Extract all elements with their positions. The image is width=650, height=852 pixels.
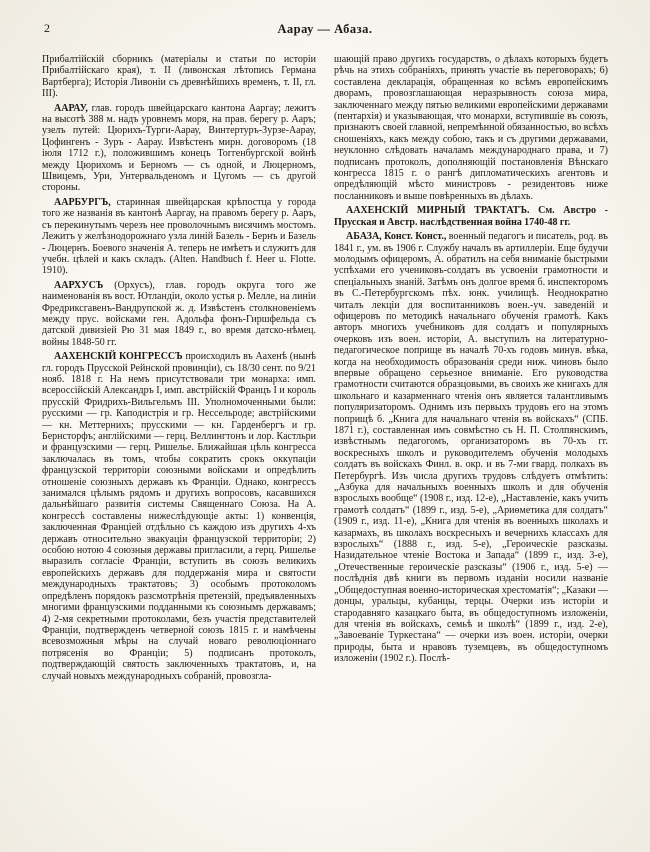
encyclopedia-entry [42,103,316,194]
running-title: Аарау — Абаза. [277,22,373,36]
encyclopedia-entry [42,351,316,682]
continuation-paragraph [42,54,316,100]
entry-text: глав. городъ швейцарскаго кантона Ааргау; лежитъ на высотѣ 388 м. надъ уровнемъ моря, на прав. берегу р. Ааръ; узелъ путей: Цюрихъ-Турги-Аарау, Винтертуръ-Зурзе-Аарау, Цофингенъ - Зуръ - Аарау. Извѣстенъ мирн. договоромъ (18 іюля 1712 г.), положившимъ конецъ Тоггенбургской войнѣ между Цюрихомъ и Берномъ — съ одной, и Люцерномъ, Швицемъ, Ури, Унтервальденомъ и Цугомъ — съ другой стороны. [42,102,316,194]
encyclopedia-entry [42,197,316,277]
encyclopedia-entry [334,205,608,228]
entry-headword: ААХЕНСКІЙ МИРНЫЙ ТРАКТАТЪ. [346,205,539,217]
entry-text: военный педагогъ и писатель, род. въ 1841 г., ум. въ 1906 г. Службу началъ въ артиллеріи. Еще будучи молодымъ офицеромъ, А. обратилъ на себя вниманіе быстрыми успѣхами его учениковъ-солдатъ въ усвоеніи грамотности и спеціальныхъ знаній. Затѣмъ онъ долгое время б. инспекторомъ въ С.-Петербургскомъ пѣх. юнк. училищѣ. Неоднократно читалъ лекціи для воспитанниковъ воен.-уч. заведеній и офицеровъ по методикѣ начальнаго обученія грамотѣ. Какъ авторъ многихъ учебниковъ для солдатъ и популярныхъ очерковъ изъ воен. исторіи, А. выступилъ на литературно-педагогическое поприще въ началѣ 70-хъ годовъ минув. вѣка, когда на необходимость образованія среди ниж. чиновъ было впервые обращено серьезное вниманіе. Его руководства грамотности считаются образцовыми, въ своихъ же книгахъ для школьнаго и казарменнаго чтенія онъ является талантливымъ популяризаторомъ. Однимъ изъ первыхъ трудовъ его на этомъ поприщѣ б. „Книга для начальнаго чтенія въ войскахъ“ (СПБ. 1871 г.), составленная имъ совмѣстно съ Н. П. Столпянскимъ, извѣстнымъ педагогомъ, организаторомъ въ 70-хъ гг. воскресныхъ школъ и руководителемъ обученія молодыхъ солдатъ въ войскахъ Финл. в. окр. и въ 7-ми гвард. полкахъ въ Петербургѣ. Изъ числа другихъ трудовъ слѣдуетъ отмѣтить: „Азбука для начальныхъ военныхъ школъ и для обученія взрослыхъ вообще“ (1908 г., изд. 12-е), „Наставленіе, какъ учить грамотѣ солдатъ“ (1899 г., изд. 5-е), „Ариѳметика для солдатъ“ (1909 г., изд. 11-е), „Книга для чтенія въ военныхъ школахъ и казармахъ, въ школахъ воскресныхъ и вечернихъ классахъ для взрослыхъ“ (1888 г., изд. 5-е), „Героическіе разсказы. Назидательное чтеніе Востока и Запада“ (1899 г., изд. 3-е), „Отечественные героическіе разсказы“ (1906 г., изд. 5-е) — послѣднія двѣ книги въ первомъ изданіи носили названіе „Общедоступная военно-историческая хрестоматія“; „Казаки — донцы, уральцы, кубанцы, терцы. Очерки изъ исторіи и стародавняго казацкаго быта, въ общедоступномъ изложеніи, для чтенія въ войскахъ, семьѣ и школѣ“ (1899 г., изд. 2-е), „Завоеваніе Туркестана“ — очерки изъ воен. исторіи, очерки природы, быта и нравовъ туземцевъ, въ общедоступномъ изложеніи (1902 г.). Послѣ- [334,231,608,665]
entry-headword: ААРАУ, [54,102,92,114]
entry-text: (Орхусъ), глав. городъ округа того же наименованія въ вост. Ютландіи, около устья р. Мелле, на линіи Фредриксгавенъ-Вандрупской ж. д. Извѣстенъ столкновеніемъ между прус. войсками ген. Адольфа фонъ-Гиршфельда съ датской дивизіей Рю 31 мая 1849 г., во время датско-нѣмец. войны 1848-50 гг. [42,279,316,348]
entry-headword: ААРБУРГЪ, [54,196,117,208]
entry-headword: ААРХУСЪ [54,279,115,291]
encyclopedia-entry [42,280,316,348]
entry-text: См. Австро - Прусская и Австр. наслѣдственная война 1740-48 гг. [334,205,608,228]
page-header [42,20,608,38]
entry-headword: АБАЗА, Конст. Конст., [346,231,449,243]
right-column [334,54,608,668]
encyclopedia-entry [334,231,608,664]
entry-text: происходилъ въ Аахенѣ (нынѣ гл. городъ Прусской Рейнской провинціи), съ 18/30 сент. по 9/21 нояб. 1818 г. На немъ присутствовали три монарха: имп. всероссійскій Александръ I, имп. австрійскій Францъ I и король прусскій Фридрихъ-Вильгельмъ III. Уполномоченными были: русскими — гр. Каподистрія и гр. Нессельроде; австрійскими — кн. Меттернихъ; прусскими — кн. Гарденбергъ и гр. Бернсторфъ; англійскими — герц. Веллингтонъ и лор. Кастльри и французскими — герц. Ришелье. Ближайшая цѣль конгресса заключалась въ томъ, чтобы сократить срокъ оккупаціи французской территоріи союзными войсками и опредѣлить отношеніе союзныхъ державъ къ Франціи. Однако, конгрессъ занимался цѣлымъ рядомъ и другихъ вопросовъ, касавшихся дальнѣйшаго развитія системы Священнаго Союза. На А. конгрессѣ составлены нижеслѣдующіе акты: 1) конвенція, заключенная Франціей отдѣльно съ каждою изъ другихъ 4-хъ державъ относительно эвакуаціи французской территоріи; 2) особою нотою 4 союзныя державы пригласили, а герц. Ришелье выразилъ согласіе Франціи, вступить въ союзъ великихъ европейскихъ державъ для поддержанія мира и святости международныхъ трактатовъ; 3) особымъ протоколомъ опредѣленъ порядокъ разсмотрѣнія претензій, предъявленныхъ многими французскими подданными къ союзнымъ державамъ; 4) 2-мя секретными протоколами, безъ участія представителей Франціи, подтвержденъ четверной союзъ 1815 г. и намѣчены всевозможныя мѣры на случай новаго революціоннаго потрясенія во Франціи; 5) подписанъ протоколъ, подтверждающій святость заключенныхъ трактатовъ, и, на случай новыхъ международныхъ собраній, провозгла- [42,351,316,682]
entry-text: старинная швейцарская крѣпостца у города того же названія въ кантонѣ Ааргау, на правомъ берегу р. Ааръ, съ перекинутымъ черезъ нее проволочнымъ висячимъ мостомъ. Лежитъ у желѣзнодорожнаго узла линій Базель - Бернъ и Базель - Люцернъ. Боевого значенія А. теперь не имѣетъ и служитъ для учебн. цѣлей и какъ складъ. (Alten. Handbuch f. Heer u. Flotte. 1910). [42,196,316,277]
page-number: 2 [44,21,50,35]
entry-text: шающій право другихъ государствъ, о дѣлахъ которыхъ будетъ рѣчь на этихъ собраніяхъ, принять участіе въ переговорахъ; 6) составлена декларація, обращенная ко всѣмъ европейскимъ дворамъ, провозглашающая неразрывность союза мира, заключеннаго между пятью великими европейскими державами (пентархія) и указывающая, что монархи, вступившіе въ союзъ, признаютъ своей главной, непремѣнной обязанностью, во всѣхъ сношеніяхъ, какъ между собою, такъ и съ другими державами, неуклонно слѣдовать началамъ международнаго права, и 7) подписанъ протоколъ, дополняющій постановленія Вѣнскаго конгресса 1815 г. о рангѣ дипломатическихъ агентовъ и опредѣляющій мѣсто министровъ - резидентовъ ниже посланниковъ и выше повѣренныхъ въ дѣлахъ. [334,54,608,202]
continuation-paragraph [334,54,608,202]
entry-text: Прибалтійскій сборникъ (матеріалы и статьи по исторіи Прибалтійскаго края), т. II (ливонская лѣтопись Германа Вартберга); Исторія Ливоніи съ древнѣйшихъ временъ, т. II, гл. III). [42,54,316,100]
encyclopedia-page [42,0,608,685]
text-columns [42,54,608,685]
entry-headword: ААХЕНСКІЙ КОНГРЕССЪ [54,351,186,363]
left-column [42,54,316,685]
